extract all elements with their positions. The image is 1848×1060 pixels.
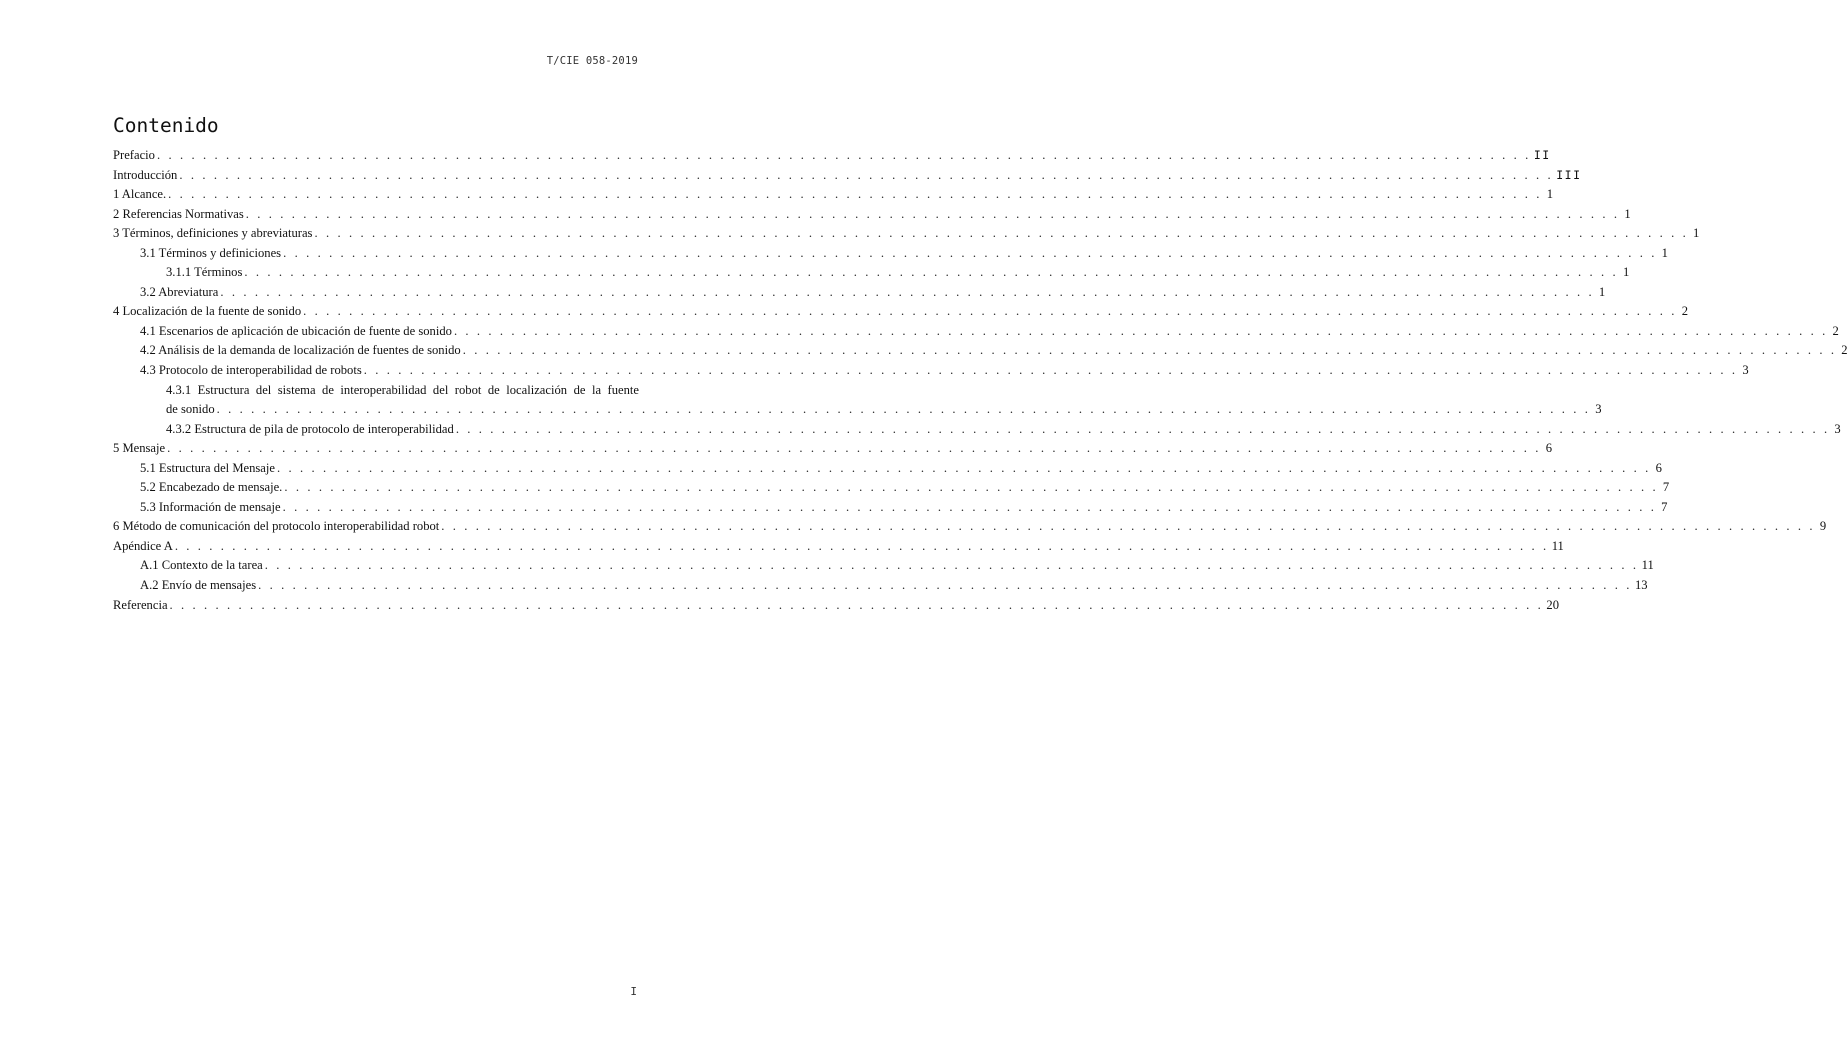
toc-entry[interactable] (113, 576, 1648, 596)
toc-entry-label: 5 Mensaje (113, 441, 166, 456)
document-header-code: T/CIE 058-2019 (546, 55, 638, 67)
toc-dot-leader: . . . . . . . . . . . . . . . . . . . . . . . . . . . . . . . . . . . . . . . . . . . . . . . . . . . . . . . . . . . . . . . . . . . . . . . . . . . . . . . . . . . . . . . . . . . . . . . . . . . . . . . . . . . . . . . . . . . . . . . . (303, 304, 1678, 319)
toc-entry[interactable] (113, 459, 1662, 479)
toc-entry[interactable] (113, 381, 639, 401)
toc-entry-label: 4.3.1 Estructura del sistema de interoperabilidad del robot de localización de la fuente (166, 382, 639, 397)
toc-dot-leader: . . . . . . . . . . . . . . . . . . . . . . . . . . . . . . . . . . . . . . . . . . . . . . . . . . . . . . . . . . . . . . . . . . . . . . . . . . . . . . . . . . . . . . . . . . . . . . . . . . . . . . . . . . . . . . . . . . . . . . . . (277, 460, 1651, 475)
toc-entry[interactable] (113, 205, 1631, 225)
toc-entry-page: 3 (1595, 402, 1602, 417)
toc-entry[interactable] (113, 322, 1839, 342)
toc-dot-leader: . . . . . . . . . . . . . . . . . . . . . . . . . . . . . . . . . . . . . . . . . . . . . . . . . . . . . . . . . . . . . . . . . . . . . . . . . . . . . . . . . . . . . . . . . . . . . . . . . . . . . . . . . . . . . . . . . . . . . . . . (220, 284, 1595, 299)
toc-entry-page: 1 (1598, 284, 1606, 299)
toc-entry-label: Referencia (113, 597, 168, 612)
toc-entry[interactable] (113, 146, 1551, 166)
toc-entry-page: 13 (1635, 578, 1648, 593)
toc-entry-label: 5.2 Encabezado de mensaje. (140, 480, 283, 495)
toc-entry[interactable] (113, 341, 1848, 361)
toc-dot-leader: . . . . . . . . . . . . . . . . . . . . . . . . . . . . . . . . . . . . . . . . . . . . . . . . . . . . . . . . . . . . . . . . . . . . . . . . . . . . . . . . . . . . . . . . . . . . . . . . . . . . . . . . . . . . . . . . . . . . . . . . (167, 441, 1541, 456)
toc-entry[interactable] (113, 537, 1564, 557)
toc-entry-label-continuation: de sonido (166, 402, 215, 417)
toc-dot-leader: . . . . . . . . . . . . . . . . . . . . . . . . . . . . . . . . . . . . . . . . . . . . . . . . . . . . . . . . . . . . . . . . . . . . . . . . . . . . . . . . . . . . . . . . . . . . . . . . . . . . . . . . . . . . . . . . . . . . . . . . (216, 402, 1591, 417)
toc-dot-leader: . . . . . . . . . . . . . . . . . . . . . . . . . . . . . . . . . . . . . . . . . . . . . . . . . . . . . . . . . . . . . . . . . . . . . . . . . . . . . . . . . . . . . . . . . . . . . . . . . . . . . . . . . . . . . . . . . . . . . . . . (245, 206, 1620, 221)
toc-dot-leader: . . . . . . . . . . . . . . . . . . . . . . . . . . . . . . . . . . . . . . . . . . . . . . . . . . . . . . . . . . . . . . . . . . . . . . . . . . . . . . . . . . . . . . . . . . . . . . . . . . . . . . . . . . . . . . . . . . . . . . . . (169, 597, 1544, 612)
toc-entry-page: 20 (1546, 597, 1560, 612)
toc-entry-page: 1 (1661, 245, 1668, 260)
toc-entry[interactable] (113, 517, 1827, 537)
page-number: I (630, 985, 637, 998)
toc-entry-label: 5.3 Información de mensaje (140, 499, 281, 514)
toc-entry-label: Introducción (113, 167, 178, 182)
toc-entry-page: 1 (1693, 226, 1700, 241)
toc-entry-label: 1 Alcance. (113, 187, 167, 202)
toc-dot-leader: . . . . . . . . . . . . . . . . . . . . . . . . . . . . . . . . . . . . . . . . . . . . . . . . . . . . . . . . . . . . . . . . . . . . . . . . . . . . . . . . . . . . . . . . . . . . . . . . . . . . . . . . . . . . . . . . . . . . . . . . (282, 499, 1657, 514)
toc-entry-label: Apéndice A (113, 538, 173, 553)
toc-entry-page: 9 (1819, 519, 1827, 534)
toc-dot-leader: . . . . . . . . . . . . . . . . . . . . . . . . . . . . . . . . . . . . . . . . . . . . . . . . . . . . . . . . . . . . . . . . . . . . . . . . . . . . . . . . . . . . . . . . . . . . . . . . . . . . . . . . . . . . . . . . . . . . . . . . (258, 578, 1632, 593)
toc-entry-label: Prefacio (113, 148, 155, 162)
toc-entry[interactable] (113, 556, 1654, 576)
toc-entry-label: 3 Términos, definiciones y abreviaturas (113, 226, 313, 241)
toc-entry[interactable] (113, 302, 1689, 322)
toc-entry-page: 7 (1662, 480, 1670, 495)
toc-entry-page: 2 (1841, 343, 1848, 358)
toc-entry-label: 4.1 Escenarios de aplicación de ubicación de fuente de sonido (140, 323, 452, 338)
toc-entry-label: 4.3 Protocolo de interoperabilidad de robots (140, 363, 362, 378)
toc-entry-page: II (1533, 148, 1551, 162)
toc-entry-page: 7 (1661, 499, 1668, 514)
toc-entry-label: 4 Localización de la fuente de sonido (113, 304, 302, 319)
table-of-contents (113, 146, 1848, 615)
toc-entry-page: 1 (1622, 265, 1630, 280)
toc-entry-page: 1 (1624, 206, 1631, 221)
toc-entry-page: 2 (1832, 323, 1839, 338)
toc-dot-leader: . . . . . . . . . . . . . . . . . . . . . . . . . . . . . . . . . . . . . . . . . . . . . . . . . . . . . . . . . . . . . . . . . . . . . . . . . . . . . . . . . . . . . . . . . . . . . . . . . . . . . . . . . . . . . . . . . . . . . . . . (455, 421, 1830, 436)
toc-dot-leader: . . . . . . . . . . . . . . . . . . . . . . . . . . . . . . . . . . . . . . . . . . . . . . . . . . . . . . . . . . . . . . . . . . . . . . . . . . . . . . . . . . . . . . . . . . . . . . . . . . . . . . . . . . . . . . . . . . . . . . . . (363, 363, 1738, 378)
toc-dot-leader: . . . . . . . . . . . . . . . . . . . . . . . . . . . . . . . . . . . . . . . . . . . . . . . . . . . . . . . . . . . . . . . . . . . . . . . . . . . . . . . . . . . . . . . . . . . . . . . . . . . . . . . . . . . . . . . . . . . . . . . . (156, 148, 1531, 162)
toc-title: Contenido (113, 114, 219, 137)
toc-entry-page: 6 (1655, 460, 1662, 475)
toc-entry-label: 4.3.2 Estructura de pila de protocolo de interoperabilidad (166, 421, 454, 436)
toc-entry[interactable] (113, 224, 1700, 244)
toc-dot-leader: . . . . . . . . . . . . . . . . . . . . . . . . . . . . . . . . . . . . . . . . . . . . . . . . . . . . . . . . . . . . . . . . . . . . . . . . . . . . . . . . . . . . . . . . . . . . . . . . . . . . . . . . . . . . . . . . . . . . . . . . (314, 226, 1689, 241)
toc-entry[interactable] (113, 263, 1630, 283)
toc-entry-page: 3 (1742, 363, 1749, 378)
toc-entry[interactable] (113, 166, 1582, 186)
toc-dot-leader: . . . . . . . . . . . . . . . . . . . . . . . . . . . . . . . . . . . . . . . . . . . . . . . . . . . . . . . . . . . . . . . . . . . . . . . . . . . . . . . . . . . . . . . . . . . . . . . . . . . . . . . . . . . . . . . . . . . . . . . . (441, 519, 1816, 534)
toc-entry[interactable] (113, 420, 1841, 440)
toc-dot-leader: . . . . . . . . . . . . . . . . . . . . . . . . . . . . . . . . . . . . . . . . . . . . . . . . . . . . . . . . . . . . . . . . . . . . . . . . . . . . . . . . . . . . . . . . . . . . . . . . . . . . . . . . . . . . . . . . . . . . . . . . (462, 343, 1837, 358)
toc-entry-label: 4.2 Análisis de la demanda de localización de fuentes de sonido (140, 343, 461, 358)
toc-entry-label: 2 Referencias Normativas (113, 206, 244, 221)
toc-entry-page: III (1556, 167, 1582, 182)
toc-entry[interactable] (113, 283, 1606, 303)
toc-dot-leader: . . . . . . . . . . . . . . . . . . . . . . . . . . . . . . . . . . . . . . . . . . . . . . . . . . . . . . . . . . . . . . . . . . . . . . . . . . . . . . . . . . . . . . . . . . . . . . . . . . . . . . . . . . . . . . . . . . . . . . . . (168, 187, 1543, 202)
toc-entry-label: 5.1 Estructura del Mensaje (140, 460, 275, 475)
toc-entry-page: 1 (1546, 187, 1554, 202)
toc-entry-page: 11 (1551, 538, 1564, 553)
toc-entry-page: 3 (1834, 421, 1841, 436)
toc-entry-label: A.1 Contexto de la tarea (140, 558, 263, 573)
toc-entry[interactable] (113, 185, 1554, 205)
toc-dot-leader: . . . . . . . . . . . . . . . . . . . . . . . . . . . . . . . . . . . . . . . . . . . . . . . . . . . . . . . . . . . . . . . . . . . . . . . . . . . . . . . . . . . . . . . . . . . . . . . . . . . . . . . . . . . . . . . . . . . . . . . . (174, 538, 1549, 553)
toc-dot-leader: . . . . . . . . . . . . . . . . . . . . . . . . . . . . . . . . . . . . . . . . . . . . . . . . . . . . . . . . . . . . . . . . . . . . . . . . . . . . . . . . . . . . . . . . . . . . . . . . . . . . . . . . . . . . . . . . . . . . . . . . (453, 323, 1828, 338)
toc-entry-page: 11 (1641, 558, 1654, 573)
toc-entry-label: 6 Método de comunicación del protocolo interoperabilidad robot (113, 519, 440, 534)
toc-entry-label: 3.1 Términos y definiciones (140, 245, 282, 260)
toc-dot-leader: . . . . . . . . . . . . . . . . . . . . . . . . . . . . . . . . . . . . . . . . . . . . . . . . . . . . . . . . . . . . . . . . . . . . . . . . . . . . . . . . . . . . . . . . . . . . . . . . . . . . . . . . . . . . . . . . . . . . . . . . (264, 558, 1639, 573)
toc-entry-label: 3.2 Abreviatura (140, 284, 219, 299)
toc-entry[interactable] (113, 244, 1668, 264)
toc-entry[interactable] (113, 361, 1749, 381)
toc-entry[interactable] (113, 439, 1552, 459)
toc-dot-leader: . . . . . . . . . . . . . . . . . . . . . . . . . . . . . . . . . . . . . . . . . . . . . . . . . . . . . . . . . . . . . . . . . . . . . . . . . . . . . . . . . . . . . . . . . . . . . . . . . . . . . . . . . . . . . . . . . . . . . . . . (283, 245, 1657, 260)
toc-entry-label: 3.1.1 Términos (166, 265, 243, 280)
toc-dot-leader: . . . . . . . . . . . . . . . . . . . . . . . . . . . . . . . . . . . . . . . . . . . . . . . . . . . . . . . . . . . . . . . . . . . . . . . . . . . . . . . . . . . . . . . . . . . . . . . . . . . . . . . . . . . . . . . . . . . . . . . . (244, 265, 1619, 280)
toc-entry-continuation[interactable] (113, 400, 1602, 420)
toc-entry-page: 2 (1681, 304, 1689, 319)
toc-dot-leader: . . . . . . . . . . . . . . . . . . . . . . . . . . . . . . . . . . . . . . . . . . . . . . . . . . . . . . . . . . . . . . . . . . . . . . . . . . . . . . . . . . . . . . . . . . . . . . . . . . . . . . . . . . . . . . . . . . . . . . . . (284, 480, 1659, 495)
toc-entry-label: A.2 Envío de mensajes (140, 578, 257, 593)
toc-entry-page: 6 (1545, 441, 1552, 456)
toc-entry[interactable] (113, 596, 1560, 616)
toc-dot-leader: . . . . . . . . . . . . . . . . . . . . . . . . . . . . . . . . . . . . . . . . . . . . . . . . . . . . . . . . . . . . . . . . . . . . . . . . . . . . . . . . . . . . . . . . . . . . . . . . . . . . . . . . . . . . . . . . . . . . . . . . (179, 167, 1554, 182)
toc-entry[interactable] (113, 498, 1668, 518)
toc-entry[interactable] (113, 478, 1670, 498)
